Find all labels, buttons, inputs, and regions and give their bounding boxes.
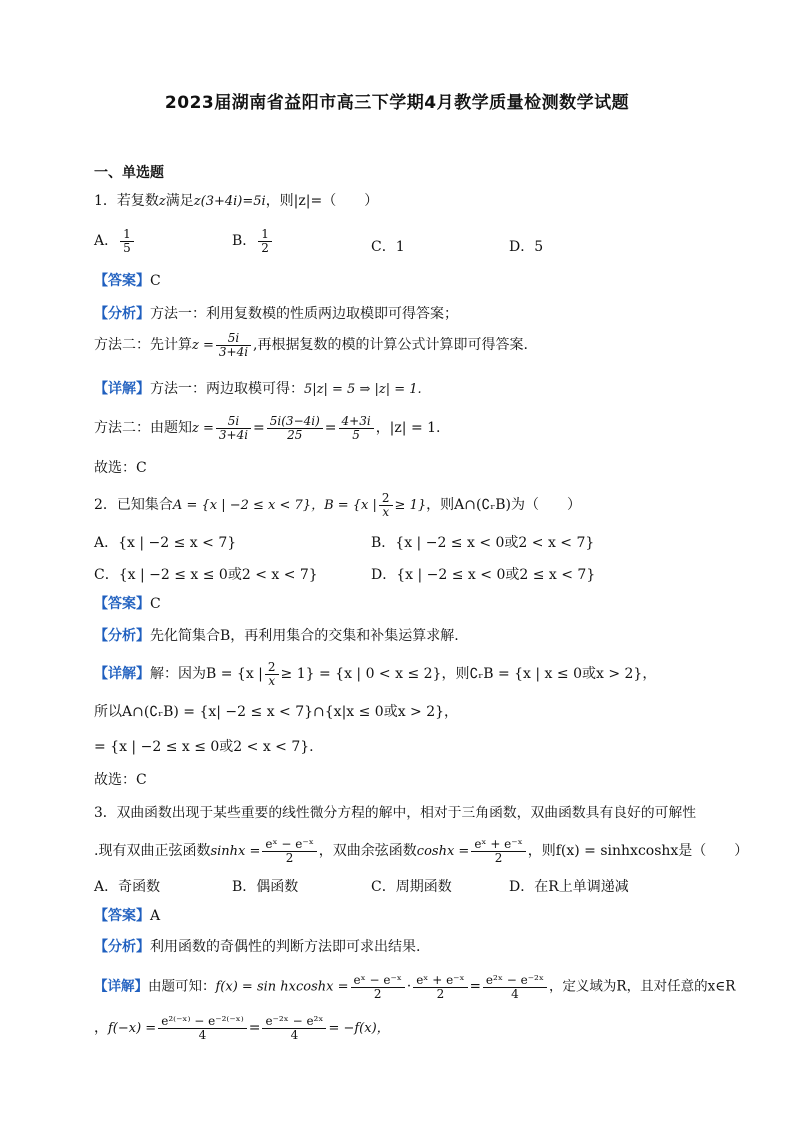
q2-detail-1 <box>94 661 656 687</box>
q1-analysis-1-text: 方法一：利用复数模的性质两边取模即可得答案； <box>150 306 458 322</box>
q3-detail-1-frac-1-num: eˣ − e⁻ˣ <box>351 974 405 988</box>
q3-cosh-num: eˣ + e⁻ˣ <box>471 838 525 852</box>
q3-sinh-lhs: sinhx = <box>210 844 261 860</box>
q1-stem <box>94 192 378 211</box>
q3-detail-1-frac-3-den: 4 <box>511 986 519 1001</box>
q3-detail-1-post: ，定义域为R，且对任意的x∈R <box>548 978 736 995</box>
q3-detail-1-pre: 由题可知： <box>148 978 216 995</box>
answer-tag: 【答案】 <box>94 273 150 289</box>
analysis-tag: 【分析】 <box>94 939 150 955</box>
q1-detail-1-pre: 方法一：两边取模可得： <box>150 381 304 397</box>
q1-analysis-2 <box>94 332 528 358</box>
q1-detail-2-frac-3-num: 4+3i <box>339 415 374 429</box>
q1-detail-2-frac-2-num: 5i(3−4i) <box>267 415 323 429</box>
section-heading: 一、单选题 <box>94 165 164 181</box>
q2-answer-value: C <box>150 596 161 612</box>
q2-detail-3: = {x | −2 ≤ x ≤ 0或2 < x < 7}. <box>94 739 314 755</box>
q1-option-b <box>232 228 274 254</box>
q1-detail-2-post: ，|z| = 1. <box>375 420 441 437</box>
q2-stem <box>94 492 581 518</box>
q3-detail-1-frac-1-den: 2 <box>373 986 382 1001</box>
q1-detail-2-frac-2 <box>267 415 323 441</box>
q1-detail-2-frac-1-den: 3+4i <box>218 427 249 442</box>
q3-detail-2-lhs: f(−x) = <box>108 1021 157 1037</box>
q2-set-a: A = {x | −2 ≤ x < 7} <box>172 498 312 514</box>
q3-sinh-den: 2 <box>285 850 294 865</box>
q2-option-d: D．{x | −2 ≤ x < 0或2 ≤ x < 7} <box>371 567 596 583</box>
q3-detail-2-frac-2-num: e⁻²ˣ − e²ˣ <box>262 1015 326 1029</box>
q3-detail-1-frac-2-den: 2 <box>436 986 445 1001</box>
q1-stem-var: z <box>158 194 166 209</box>
q1-option-a-label: A． <box>94 233 119 250</box>
q3-analysis <box>94 938 420 956</box>
detail-tag: 【详解】 <box>94 381 150 397</box>
q2-detail-1-num: 2 <box>265 661 279 675</box>
q1-analysis-2-fraction <box>216 332 251 358</box>
q1-analysis-2-pre: 方法二：先计算 <box>94 337 192 354</box>
q2-set-b-den: x <box>382 504 390 519</box>
q3-detail-1: 【详解】由题可知：f(x) = sin hxcoshx = $\frac{\text{eˣ − e⁻ˣ}}{2}$ · $\frac{\text{eˣ + e⁻ˣ}}{2}$ = $\frac{\text{e²ˣ − e⁻²ˣ}}{4}$ ，定义域为R，且对任意的x∈R <box>94 973 736 1001</box>
page-title: 2023届湖南省益阳市高三下学期4月教学质量检测数学试题 <box>164 93 630 113</box>
q1-stem-pre: 1．若复数 <box>94 193 159 209</box>
q1-stem-post: ，则|z|=（ ） <box>265 193 379 209</box>
q1-detail-1-math: 5|z| = 5 ⇒ |z| = 1. <box>304 382 422 397</box>
q2-option-c: C．{x | −2 ≤ x ≤ 0或2 < x < 7} <box>94 567 318 583</box>
q3-stem-2-post: ，则f(x) = sinhxcoshx是（ ） <box>527 843 749 860</box>
q2-set-b-post: ≥ 1} <box>394 498 427 514</box>
q1-analysis-2-num: 5i <box>216 332 251 346</box>
q2-detail-2: 所以A∩(∁ᵣB) = {x| −2 ≤ x < 7}∩{x|x ≤ 0或x > 2}， <box>94 704 459 720</box>
q3-detail-2-pre: ， <box>94 1020 108 1037</box>
q2-answer <box>94 595 161 613</box>
q2-option-b: B．{x | −2 ≤ x < 0或2 < x < 7} <box>371 535 595 551</box>
q2-choose: 故选：C <box>94 772 147 788</box>
q3-detail-1-frac-2-num: eˣ + e⁻ˣ <box>413 974 467 988</box>
q3-detail-1-frac-2 <box>413 974 467 1000</box>
q1-analysis-2-lhs: z = <box>192 338 214 354</box>
q3-cosh-fraction <box>471 838 525 864</box>
analysis-tag: 【分析】 <box>94 306 150 322</box>
q3-detail-2-frac-2-den: 4 <box>290 1027 299 1042</box>
analysis-tag: 【分析】 <box>94 628 150 644</box>
q2-option-a: A．{x | −2 ≤ x < 7} <box>94 535 237 551</box>
q1-option-a <box>94 228 136 254</box>
detail-tag: 【详解】 <box>94 666 150 683</box>
q2-set-b-fraction <box>379 492 393 518</box>
q3-sinh-num: eˣ − e⁻ˣ <box>262 838 316 852</box>
q3-sinh-fraction <box>262 838 316 864</box>
q3-analysis-text: 利用函数的奇偶性的判断方法即可求出结果. <box>150 939 421 955</box>
q1-analysis-1 <box>94 305 458 323</box>
q3-option-a: A．奇函数 <box>94 879 161 895</box>
q1-choose: 故选：C <box>94 460 147 476</box>
q1-option-c: C．1 <box>371 239 405 255</box>
q1-detail-2-frac-3 <box>339 415 374 441</box>
q3-detail-2-frac-1-den: 4 <box>198 1027 207 1042</box>
q3-detail-2-post: = −f(x)， <box>328 1021 390 1037</box>
q1-analysis-2-den: 3+4i <box>218 344 249 359</box>
q2-analysis-text: 先化简集合B，再利用集合的交集和补集运算求解. <box>150 628 459 644</box>
q1-detail-2-frac-3-den: 5 <box>352 427 360 442</box>
q3-detail-2-frac-1 <box>158 1015 246 1041</box>
q1-option-b-den: 2 <box>261 240 269 255</box>
q1-answer <box>94 272 161 290</box>
q2-stem-post: ，则A∩(∁ᵣB)为（ ） <box>426 497 581 514</box>
q2-detail-1-fraction <box>265 661 279 687</box>
q3-detail-1-lhs: f(x) = sin hxcoshx = <box>215 979 349 995</box>
q2-detail-1-pre: 解：因为B = {x | <box>150 666 263 683</box>
q2-analysis <box>94 627 459 645</box>
q1-analysis-2-post: ,再根据复数的模的计算公式计算即可得答案. <box>253 337 528 354</box>
q3-detail-1-frac-1 <box>351 974 405 1000</box>
q3-option-d: D．在R上单调递减 <box>509 879 629 895</box>
q3-detail-2: ，f(−x) = $\frac{\text{e²⁽⁻ˣ⁾ − e⁻²⁽⁻ˣ⁾}}{4}$ = $\frac{\text{e⁻²ˣ − e²ˣ}}{4}$ = −f(x)， <box>94 1014 390 1042</box>
q1-detail-2-frac-2-den: 25 <box>287 427 303 442</box>
answer-tag: 【答案】 <box>94 908 150 924</box>
q1-detail-2-frac-1-num: 5i <box>216 415 251 429</box>
q2-set-b-num: 2 <box>379 492 393 506</box>
q3-option-c: C．周期函数 <box>371 879 452 895</box>
q3-cosh-den: 2 <box>494 850 503 865</box>
q2-detail-1-post: ≥ 1} = {x | 0 < x ≤ 2}，则∁ᵣB = {x | x ≤ 0或x > 2}， <box>280 666 657 683</box>
q1-detail-2: 方法二：由题知z = $\frac{5i}{3+4i}$ = $\frac{5i(3-4i)}{25}$ = $\frac{4+3i}{5}$ ，|z| = 1. <box>94 414 441 442</box>
q3-stem-2-mid: ，双曲余弦函数 <box>318 843 417 860</box>
q1-option-b-fraction <box>258 228 272 254</box>
q3-detail-2-frac-1-num: e²⁽⁻ˣ⁾ − e⁻²⁽⁻ˣ⁾ <box>158 1015 246 1029</box>
q1-answer-value: C <box>150 273 161 289</box>
q3-stem-1: 3．双曲函数出现于某些重要的线性微分方程的解中，相对于三角函数，双曲函数具有良好的可解性 <box>94 805 697 821</box>
q1-detail-1 <box>94 380 422 399</box>
q1-detail-2-pre: 方法二：由题知 <box>94 420 192 437</box>
q3-detail-1-frac-3-num: e²ˣ − e⁻²ˣ <box>483 974 547 988</box>
q3-cosh-lhs: coshx = <box>416 844 470 860</box>
answer-tag: 【答案】 <box>94 596 150 612</box>
q1-option-d: D．5 <box>509 239 544 255</box>
q3-option-b: B．偶函数 <box>232 879 299 895</box>
q3-stem-2-pre: .现有双曲正弦函数 <box>94 843 211 860</box>
q2-set-b-pre: ，B = {x | <box>311 498 377 514</box>
q1-stem-mid: 满足 <box>165 193 194 209</box>
q3-detail-1-frac-3 <box>483 974 547 1000</box>
q1-stem-eq: z(3+4i)=5i <box>193 194 266 209</box>
q3-stem-2 <box>94 838 748 864</box>
q3-detail-2-frac-2 <box>262 1015 326 1041</box>
q2-stem-pre: 2．已知集合 <box>94 497 173 514</box>
detail-tag: 【详解】 <box>94 978 148 995</box>
q1-detail-2-frac-1 <box>216 415 251 441</box>
q1-option-a-fraction <box>120 228 134 254</box>
q3-answer-value: A <box>150 908 161 924</box>
q1-option-b-label: B． <box>232 233 257 250</box>
q1-option-b-num: 1 <box>258 228 272 242</box>
q1-detail-2-lhs: z = <box>192 421 214 437</box>
q1-option-a-den: 5 <box>123 240 131 255</box>
q1-option-a-num: 1 <box>120 228 134 242</box>
q2-detail-1-den: x <box>268 673 276 688</box>
q3-answer <box>94 907 160 925</box>
